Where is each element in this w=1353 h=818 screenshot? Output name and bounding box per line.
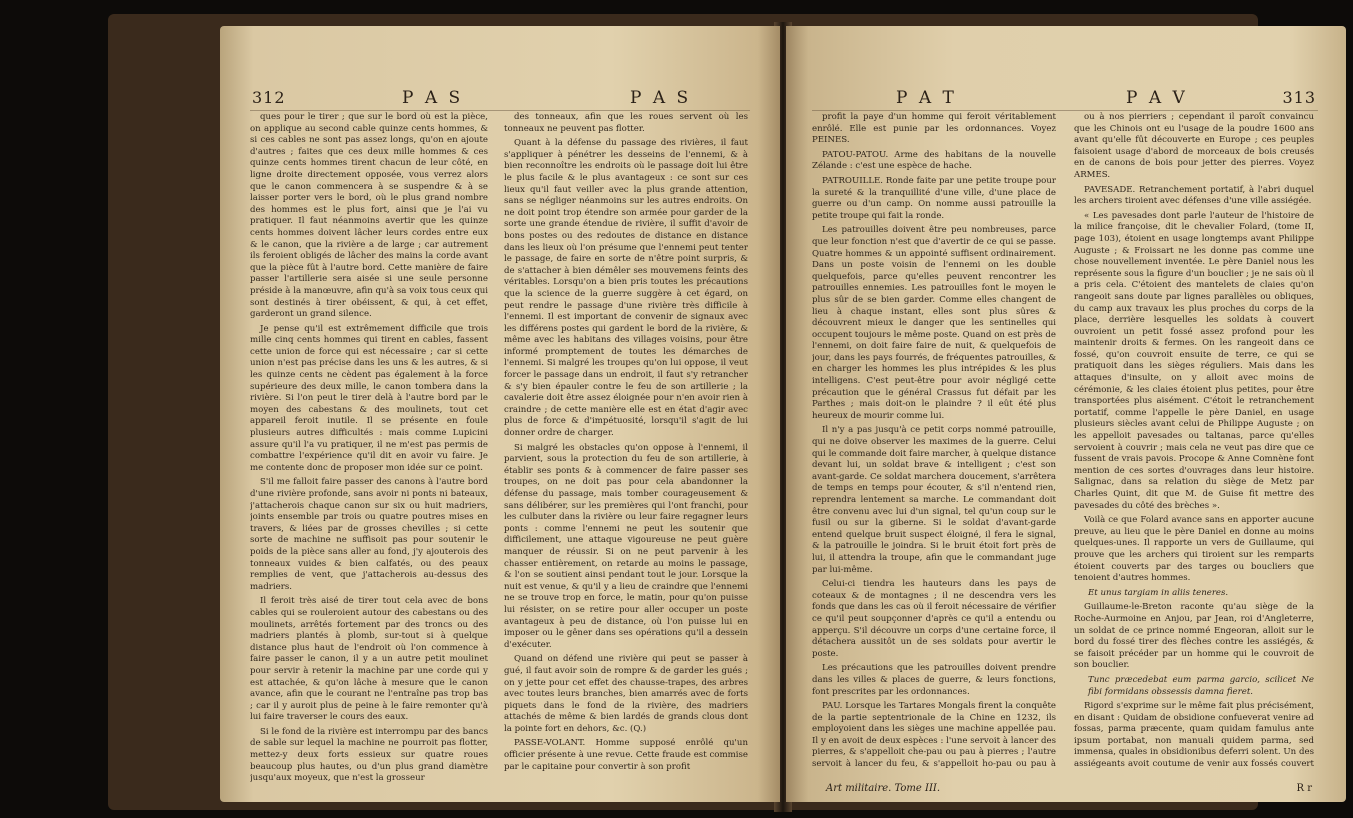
paragraph: profit la paye d'un homme qui feroit véritablement enrôlé. Elle est punie par les ordonnances. Voyez PEINES. (812, 112, 1056, 146)
paragraph: PAU. Lorsque les Tartares Mongals firent la conquête de la partie septentrionale de la Chine en 1232, ils employoient dans les sièges une machine appellée pau. Il y en avoit de deux espèces : l'une servoit à lancer des pierres, & s'appelloit che-pau ou pau à pierres ; l'autre servoit à lancer du feu, & s'appelloit ho-pau ou pau à (812, 701, 1056, 770)
text-column-1 (812, 112, 1056, 770)
guide-word: P A T (896, 88, 957, 108)
latin-quote: Et unus targiam in aliis teneres. (1088, 587, 1229, 598)
paragraph: Si le fond de la rivière est interrompu par des bancs de sable sur lequel la machine ne pourroit pas flotter, mettez-y deux forts essieux sur quatre roues beaucoup plus hautes, ou d'un plus grand diamètre jusqu'aux moyeux, que n'est la grosseur (250, 726, 488, 784)
paragraph: S'il me falloit faire passer des canons à l'autre bord d'une rivière profonde, sans avoir ni ponts ni bateaux, j'attacherois chaque canon sur six ou huit madriers, joints ensemble par trois ou quatre poutres mises en travers, & liées par de grosses chevilles ; si cette sorte de machine ne suffisoit pas pour soutenir le poids de la pièce sans aller au fond, j'y ajouterois des tonneaux vuides & bien calfatés, ou des peaux remplies de vent, que j'attacherois au-dessus des madriers. (250, 477, 488, 592)
paragraph: Les patrouilles doivent être peu nombreuses, parce que leur fonction n'est que d'avertir de ce qui se passe. Quatre hommes & un appointé suffisent ordinairement. Dans un poste voisin de l'ennemi on les double quelquefois, parce qu'elles peuvent rencontrer les patrouilles ennemies. Les patrouilles font le moyen le plus sûr de se bien garder. Comme elles changent de lieu à chaque instant, elles sont plus sûres & découvrent mieux le danger que les sentinelles qui occupent toujours le même poste. Quand on est près de l'ennemi, on doit faire faire de nuit, & quelquefois de jour, dans les pays fourrés, de fréquentes patrouilles, & en charger les hommes les plus intrépides & les plus intelligens. C'est peut-être pour avoir négligé cette précaution que le général Crassus fut défait par les Parthes ; mais doit-on le plaindre ? il eût été plus heureux de mourir comme lui. (812, 225, 1056, 421)
signature-mark: R r (1296, 783, 1312, 794)
paragraph: Les précautions que les patrouilles doivent prendre dans les villes & places de guerre, & leurs fonctions, font prescrites par les ordonnances. (812, 663, 1056, 697)
paragraph: Guillaume-le-Breton raconte qu'au siège de la Roche-Aurmoine en Anjou, par Jean, roi d'Angleterre, un soldat de ce prince nommé Engeoran, alloit sur le bord du fossé tirer des flèches contre les assiégés, & se faisoit précéder par un homme qui le couvroit de son bouclier. (1074, 602, 1314, 671)
paragraph: Si malgré les obstacles qu'on oppose à l'ennemi, il parvient, sous la protection du feu de son artillerie, à établir ses ponts & à commencer de faire passer ses troupes, on ne doit pas pour cela abandonner la défense du passage, mais tomber courageusement & sans délibérer, sur les premières qui l'ont franchi, pour les culbuter dans la rivière ou leur faire regagner leurs ponts : comme l'ennemi ne peut les soutenir que difficilement, une attaque vigoureuse ne peut guère manquer de réussir. Si on ne peut parvenir à les chasser entièrement, on retarde au moins le passage, & l'on se soutient ainsi pendant tout le jour. Lorsque la nuit est venue, & qu'il y a lieu de craindre que l'ennemi ne se trouve trop en force, le matin, pour qu'on puisse lui résister, on se retire pour aller occuper un poste avantageux à peu de distance, où l'on puisse lui en imposer ou le gêner dans ses opérations qu'il a dessein d'exécuter. (504, 442, 748, 650)
paragraph: PATROUILLE. Ronde faite par une petite troupe pour la sureté & la tranquillité d'une ville, d'une place de guerre ou d'un camp. On nomme aussi patrouille la petite troupe qui fait la ronde. (812, 175, 1056, 221)
book (108, 14, 1316, 810)
text-column-2 (1074, 112, 1314, 770)
paragraph: Celui-ci tiendra les hauteurs dans les pays de coteaux & de montagnes ; il ne descendra vers les fonds que dans les cas où il feroit nécessaire de vérifier ce qu'il peut soupçonner d'après ce qu'il a entendu ou apperçu. S'il découvre un corps d'une certaine force, il détachera aussitôt un de ses soldats pour avertir le poste. (812, 579, 1056, 659)
text-column-2 (504, 112, 748, 788)
right-page (786, 26, 1346, 802)
page-number: 313 (1282, 88, 1316, 107)
paragraph: des tonneaux, afin que les roues servent où les tonneaux ne peuvent pas flotter. (504, 112, 748, 134)
paragraph: Rigord s'exprime sur le même fait plus précisément, en disant : Quidam de obsidione confueverat venire ad fossas, parma præcente, quam quidam famulus ante ipsum portabat, non manuali quidem parma, sed immensa, quales in obsidionibus deferri solent. Un des assiégeants avoit coutume de venir aux fossés couvert (1074, 701, 1314, 770)
paragraph: ques pour le tirer ; que sur le bord où est la pièce, on applique au second cable quinze cents hommes, & si ces cables ne sont pas assez longs, qu'on en ajoute d'autres ; faites que ces deux mille hommes & ces quinze cents hommes tirent chacun de leur côté, en ligne droite directement opposée, vous verrez alors que le canon commencera à se suspendre & à se laisser porter vers le bord, où le plus grand nombre des hommes est le plus fort, ainsi que je l'ai vu pratiquer. Il faut néanmoins avertir que les quinze cents hommes doivent lâcher leurs cordes entre eux & le canon, que la rivière a de large ; car autrement ils feroient obligés de lâcher des mains la corde avant que la pièce fût à l'autre bord. Cette manière de faire passer l'artillerie sera aisée si une seule personne préside à la manœuvre, afin qu'à sa voix tous ceux qui sont destinés à tirer obéissent, & qui, à cet effet, garderont un grand silence. (250, 112, 488, 320)
paragraph: Il n'y a pas jusqu'à ce petit corps nommé patrouille, qui ne doive observer les maximes de la guerre. Celui qui le commande doit faire marcher, à quelque distance devant lui, un soldat brave & intelligent ; c'est son avant-garde. Ce soldat marchera doucement, s'arrêtera de temps en temps pour écouter, & s'il n'entend rien, reprendra lentement sa marche. Le commandant doit être convenu avec lui d'un signal, tel qu'un coup sur le fusil ou sur la giberne. Si le soldat d'avant-garde entend quelque bruit suspect éloigné, il fera le signal, & la patrouille le joindra. Si le bruit étoit fort près de lui, il attendra la troupe, afin que le commandant juge par lui-même. (812, 425, 1056, 575)
paragraph: PATOU-PATOU. Arme des habitans de la nouvelle Zélande : c'est une espèce de hache. (812, 149, 1056, 172)
running-head-left (220, 88, 780, 110)
left-page (220, 26, 780, 802)
paragraph: Je pense qu'il est extrêmement difficile que trois mille cinq cents hommes qui tirent en cables, fassent cette union de force qui est nécessaire ; car si cette union n'est pas précise dans les uns & les autres, & si les quinze cents ne cèdent pas également à la force supérieure des deux mille, le canon tombera dans la rivière. Si l'on peut le tirer delà à l'autre bord par le moyen des cabestans & des moulinets, tout cet appareil feroit inutile. Il se présente en foule plusieurs autres difficultés : mais comme Lupicini assure qu'il l'a vu pratiquer, il ne m'est pas permis de combattre l'expérience qu'il dit en avoir vu faire. Je me contente donc de proposer mon idée sur ce point. (250, 323, 488, 473)
guide-word: P A V (1126, 88, 1188, 108)
page-number: 312 (252, 88, 286, 107)
latin-quote: Tunc præcedebat eum parma garcio, scilicet Ne fibi formidans obssessis damna fieret. (1088, 674, 1314, 697)
paragraph: Voilà ce que Folard avance sans en apporter aucune preuve, au lieu que le père Daniel en donne au moins quelques-unes. Il rapporte un vers de Guillaume, qui prouve que les archers qui tiroient sur les remparts étoient couverts par des targes ou boucliers que tenoient d'autres hommes. (1074, 515, 1314, 584)
paragraph: Il feroit très aisé de tirer tout cela avec de bons cables qui se rouleroient autour des cabestans ou des moulinets, arrêtés fortement par des troncs ou des madriers plantés à plomb, sur-tout si à quelque distance plus haut de l'endroit où l'on commence à faire passer le canon, il y a un autre petit moulinet pour servir à retenir la machine par une corde qui y est attachée, & qu'on lâche à mesure que le canon avance, afin que le courant ne l'entraîne pas trop bas ; car il y auroit plus de peine à le faire remonter qu'à lui faire traverser le cours des eaux. (250, 596, 488, 723)
paragraph: PAVESADE. Retranchement portatif, à l'abri duquel les archers tiroient avec défenses d'une ville assiégée. (1074, 184, 1314, 207)
header-rule (812, 110, 1318, 111)
paragraph: Quand on défend une rivière qui peut se passer à gué, il faut avoir soin de rompre & de garder les gués ; on y jette pour cet effet des chausse-trapes, des arbres avec toutes leurs branches, bien amarrés avec de forts piquets dans le fond de la rivière, des madriers attachés de même & bien lardés de grands clous dont la pointe fort en dehors, &c. (Q.) (504, 654, 748, 734)
paragraph: Quant à la défense du passage des rivières, il faut s'appliquer à pénétrer les desseins de l'ennemi, & à bien reconnoître les endroits où le passage doit lui être le plus facile & le plus avantageux : ce sont sur ces lieux qu'il faut veiller avec la plus grande attention, sans se négliger néanmoins sur les autres endroits. On ne doit point trop étendre son armée pour garder de la sorte une grande étendue de rivière, il suffit d'avoir de bons postes ou des redoutes de distance en distance dans les lieux où l'on présume que l'ennemi peut tenter le passage, de faire en sorte de n'être point surpris, & de s'attacher à bien démêler ses mouvemens feints des véritables. Lorsqu'on a bien pris toutes les précautions que la science de la guerre suggère à cet égard, on peut rendre le passage d'une rivière très difficile à l'ennemi. Il est important de convenir de signaux avec les différens postes qui gardent le bord de la rivière, & même avec les habitans des villages voisins, pour être informé promptement de toutes les démarches de l'ennemi. Si malgré les troupes qu'on lui oppose, il veut forcer le passage dans un endroit, il faut s'y retrancher & s'y bien épauler contre le feu de son artillerie ; la cavalerie doit être assez éloignée pour n'en avoir rien à craindre ; de cette manière elle est en état d'agir avec plus de force & d'impétuosité, lorsqu'il s'agit de lui donner ordre de charger. (504, 138, 748, 439)
guide-word: P A S (630, 88, 692, 108)
guide-word: P A S (402, 88, 464, 108)
paragraph: « Les pavesades dont parle l'auteur de l'histoire de la milice françoise, dit le chevalier Folard, (tome II, page 103), étoient en usage longtemps avant Philippe Auguste ; & Froissart ne les donne pas comme une chose nouvellement inventée. Le père Daniel nous les représente sous la figure d'un bouclier ; je ne sais où il a pris cela. C'étoient des mantelets de claies qu'on rangeoit sans doute par lignes parallèles ou obliques, du camp aux travaux les plus proches du corps de la place, derrière lesquelles les soldats à couvert ouvroient un petit fossé assez profond pour les maintenir droits & fermes. On les rangeoit dans ce fossé, qu'on couvroit ensuite de terre, ce qui se pratiquoit dans les sièges réguliers. Mais dans les attaques d'insulte, on y alloit avec moins de cérémonie, & les claies étoient plus petites, pour être transportées plus aisément. C'étoit le retranchement portatif, comme l'appelle le père Daniel, en usage plusieurs siècles avant celui de Philippe Auguste ; on les appelloit pavesades ou taltanas, parce qu'elles servoient à couvrir ; mais cela ne veut pas dire que ce fussent de vrais pavois. Procope & Anne Comnène font mention de ces sortes d'ouvrages dans leur histoire. Salignac, dans sa relation du siège de Metz par Charles Quint, dit que M. de Guise fit mettre des pavesades du côté des brèches ». (1074, 210, 1314, 511)
running-head-right (786, 88, 1346, 110)
volume-footer: Art militaire. Tome III. (826, 783, 941, 794)
paragraph: PASSE-VOLANT. Homme supposé enrôlé qu'un officier présente à une revue. Cette fraude est commise par le capitaine pour convertir à son profit (504, 738, 748, 772)
header-rule (250, 110, 750, 111)
paragraph: ou à nos pierriers ; cependant il paroît convaincu que les Chinois ont eu l'usage de la poudre 1600 ans avant qu'elle fût découverte en Europe ; ces peuples faisoient usage d'abord de morceaux de bois creusés en de canons de bois pour jetter des pierres. Voyez ARMES. (1074, 112, 1314, 180)
text-column-1 (250, 112, 488, 788)
